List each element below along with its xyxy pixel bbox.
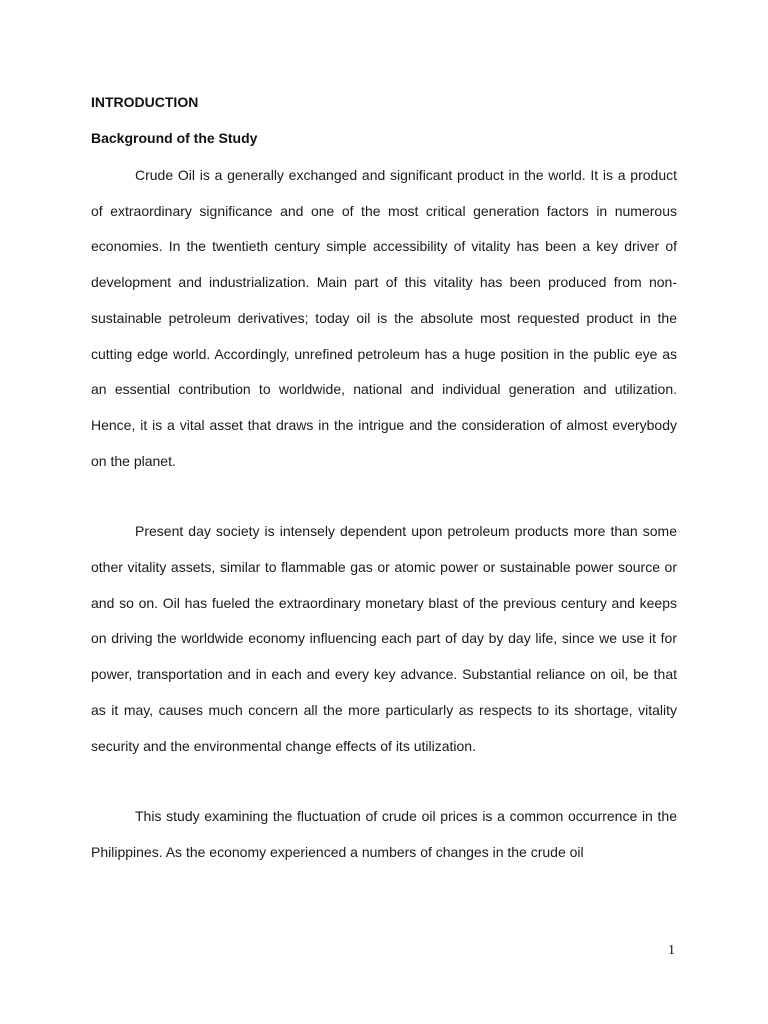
document-body bbox=[91, 89, 677, 906]
paragraph-2: Present day society is intensely dependent upon petroleum products more than some other vitality assets, similar to flammable gas or atomic power or sustainable power source or and so on. Oil has fueled the extraordinary monetary blast of the previous century and keeps on driving the worldwide economy influencing each part of day by day life, since we use it for power, transportation and in each and every key advance. Substantial reliance on oil, be that as it may, causes much concern all the more particularly as respects to its shortage, vitality security and the environmental change effects of its utilization. bbox=[91, 523, 677, 754]
paragraph-1: Crude Oil is a generally exchanged and significant product in the world. It is a product of extraordinary significance and one of the most critical generation factors in numerous economies. In the twentieth century simple accessibility of vitality has been a key driver of development and industrialization. Main part of this vitality has been produced from non-sustainable petroleum derivatives; today oil is the absolute most requested product in the cutting edge world. Accordingly, unrefined petroleum has a huge position in the public eye as an essential contribution to worldwide, national and individual generation and utilization. Hence, it is a vital asset that draws in the intrigue and the consideration of almost everybody on the planet. bbox=[91, 167, 677, 469]
paragraph-3: This study examining the fluctuation of crude oil prices is a common occurrence in the Philippines. As the economy experienced a numbers of changes in the crude oil bbox=[91, 808, 677, 860]
section-heading: INTRODUCTION bbox=[91, 94, 199, 110]
page-number: 1 bbox=[668, 943, 675, 958]
subsection-heading: Background of the Study bbox=[91, 130, 258, 146]
